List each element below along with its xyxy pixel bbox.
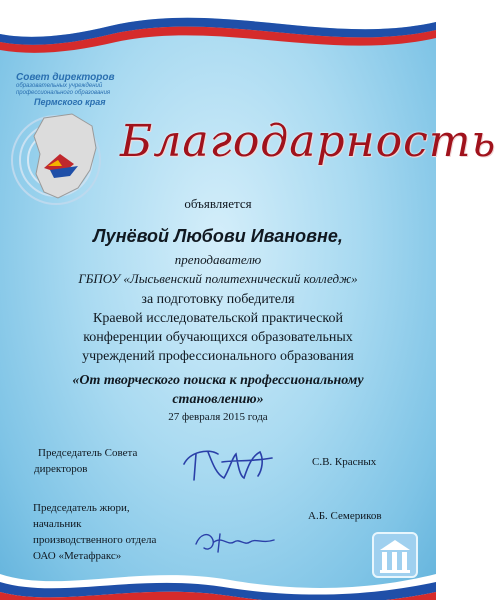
event-title-line: «От творческого поиска к профессиональному <box>72 373 364 388</box>
reason-line: конференции обучающихся образовательных <box>83 330 353 345</box>
signatory-title-line: ОАО «Метафракс» <box>33 550 122 562</box>
award-reason <box>0 290 436 366</box>
recipient-organization: ГБПОУ «Лысьвенский политехнический колледж» <box>78 271 358 286</box>
region-map-emblem <box>14 108 124 208</box>
signatory-2-title <box>33 500 156 564</box>
logo-title: Совет директоров <box>16 72 115 83</box>
recipient-role: преподавателю <box>174 252 262 267</box>
signatory-2-name: А.Б. Семериков <box>308 510 382 522</box>
announced-text: объявляется <box>184 196 252 211</box>
logo-subtitle-1: образовательных учреждений <box>16 83 103 89</box>
event-title-line: становлению» <box>172 392 264 407</box>
signatory-1-name: С.В. Красных <box>312 456 377 468</box>
bottom-flag-wave <box>0 560 436 600</box>
recipient-name: Лунёвой Любови Ивановне, <box>93 226 343 246</box>
event-title <box>0 371 436 409</box>
signatory-title-line: директоров <box>34 463 88 475</box>
reason-line: за подготовку победителя <box>141 292 295 307</box>
issue-date: 27 февраля 2015 года <box>168 411 268 423</box>
signatory-title-line: Председатель жюри, <box>33 502 130 514</box>
logo-region: Пермского края <box>34 97 106 107</box>
logo-subtitle-2: профессионального образования <box>16 90 111 96</box>
reason-line: Краевой исследовательской практической <box>93 311 343 326</box>
signatory-title-line: начальник <box>33 518 82 530</box>
signatory-title-line: производственного отдела <box>33 534 157 546</box>
signatory-1-title <box>34 445 137 477</box>
council-logo <box>16 72 126 107</box>
certificate-title: Благодарность <box>120 116 496 167</box>
top-flag-wave <box>0 0 436 60</box>
signature-1 <box>178 440 278 488</box>
reason-line: учреждений профессионального образования <box>82 349 354 364</box>
signatory-title-line: Председатель Совета <box>38 447 138 459</box>
college-logo-icon <box>372 532 418 578</box>
signature-2 <box>190 526 280 556</box>
